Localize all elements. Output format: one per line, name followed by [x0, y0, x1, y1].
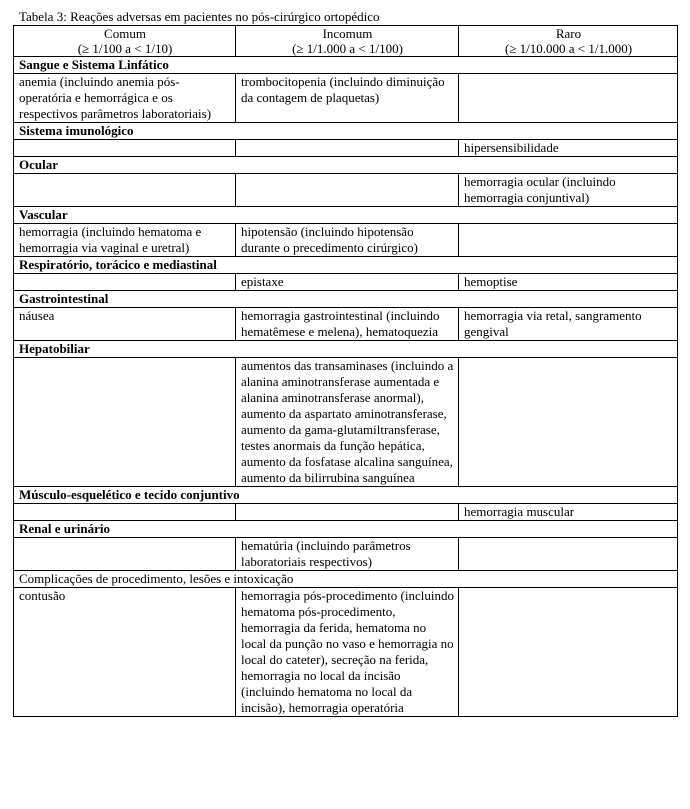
- table-row: [14, 174, 678, 207]
- section-row: [14, 123, 678, 140]
- section-title: Vascular: [14, 207, 678, 224]
- cell-rare: [459, 74, 678, 123]
- cell-common: hemorragia (incluindo hematoma e hemorragia via vaginal e uretral): [14, 224, 236, 257]
- section-title: Renal e urinário: [14, 521, 678, 538]
- section-title: Músculo-esquelético e tecido conjuntivo: [14, 487, 678, 504]
- cell-common: contusão: [14, 588, 236, 717]
- header-label: Comum: [104, 26, 146, 41]
- table-row: [14, 274, 678, 291]
- section-title: Sistema imunológico: [14, 123, 678, 140]
- section-row: [14, 291, 678, 308]
- cell-uncommon: [236, 174, 459, 207]
- section-row: [14, 57, 678, 74]
- section-row: [14, 487, 678, 504]
- section-row: [14, 571, 678, 588]
- cell-common: [14, 504, 236, 521]
- cell-uncommon: aumentos das transaminases (incluindo a alanina aminotransferase aumentada e alanina aminotransferase anormal), aumento da aspartato aminotransferase, aumento da gama-glutamiltransferase, testes anormais da função hepática, aumento da fosfatase alcalina sanguínea, aumento da bilirrubina sanguínea: [236, 358, 459, 487]
- table-caption: Tabela 3: Reações adversas em pacientes no pós-cirúrgico ortopédico: [19, 9, 380, 24]
- cell-common: [14, 140, 236, 157]
- table-row: [14, 358, 678, 487]
- cell-rare: hemoptise: [459, 274, 678, 291]
- adverse-reactions-table: [13, 25, 678, 717]
- section-title: Gastrointestinal: [14, 291, 678, 308]
- section-title: Respiratório, torácico e mediastinal: [14, 257, 678, 274]
- header-rare: [459, 26, 678, 57]
- cell-common: [14, 274, 236, 291]
- section-row: [14, 157, 678, 174]
- cell-common: [14, 174, 236, 207]
- section-title: Ocular: [14, 157, 678, 174]
- cell-common: anemia (incluindo anemia pós-operatória e hemorrágica e os respectivos parâmetros laboratoriais): [14, 74, 236, 123]
- table-row: [14, 74, 678, 123]
- section-title: Sangue e Sistema Linfático: [14, 57, 678, 74]
- header-range: (≥ 1/10.000 a < 1/1.000): [504, 41, 633, 56]
- header-label: Raro: [555, 26, 582, 41]
- header-label: Incomum: [322, 26, 373, 41]
- header-common: [14, 26, 236, 57]
- cell-rare: [459, 358, 678, 487]
- section-row: [14, 207, 678, 224]
- cell-uncommon: hipotensão (incluindo hipotensão durante o precedimento cirúrgico): [236, 224, 459, 257]
- cell-uncommon: hematúria (incluindo parâmetros laboratoriais respectivos): [236, 538, 459, 571]
- cell-uncommon: trombocitopenia (incluindo diminuição da contagem de plaquetas): [236, 74, 459, 123]
- section-row: [14, 521, 678, 538]
- section-title: Complicações de procedimento, lesões e intoxicação: [14, 571, 678, 588]
- cell-common: náusea: [14, 308, 236, 341]
- section-row: [14, 257, 678, 274]
- cell-uncommon: epistaxe: [236, 274, 459, 291]
- header-row: [14, 26, 678, 57]
- table-row: [14, 224, 678, 257]
- cell-rare: hemorragia ocular (incluindo hemorragia conjuntival): [459, 174, 678, 207]
- cell-uncommon: hemorragia pós-procedimento (incluindo hematoma pós-procedimento, hemorragia da ferida, hematoma no local da punção no vaso e hemorragia no local do cateter), secreção na ferida, hemorragia no local da incisão (incluindo hematoma no local da incisão), hemorragia operatória: [236, 588, 459, 717]
- cell-rare: hemorragia via retal, sangramento gengival: [459, 308, 678, 341]
- header-range: (≥ 1/1.000 a < 1/100): [292, 41, 403, 56]
- cell-rare: hipersensibilidade: [459, 140, 678, 157]
- table-row: [14, 504, 678, 521]
- cell-common: [14, 538, 236, 571]
- cell-common: [14, 358, 236, 487]
- section-title: Hepatobiliar: [14, 341, 678, 358]
- header-range: (≥ 1/100 a < 1/10): [77, 41, 173, 56]
- cell-rare: [459, 588, 678, 717]
- cell-uncommon: [236, 504, 459, 521]
- cell-rare: [459, 538, 678, 571]
- table-row: [14, 140, 678, 157]
- header-uncommon: [236, 26, 459, 57]
- cell-uncommon: hemorragia gastrointestinal (incluindo hematêmese e melena), hematoquezia: [236, 308, 459, 341]
- cell-rare: [459, 224, 678, 257]
- table-row: [14, 588, 678, 717]
- table-row: [14, 538, 678, 571]
- table-row: [14, 308, 678, 341]
- section-row: [14, 341, 678, 358]
- cell-uncommon: [236, 140, 459, 157]
- cell-rare: hemorragia muscular: [459, 504, 678, 521]
